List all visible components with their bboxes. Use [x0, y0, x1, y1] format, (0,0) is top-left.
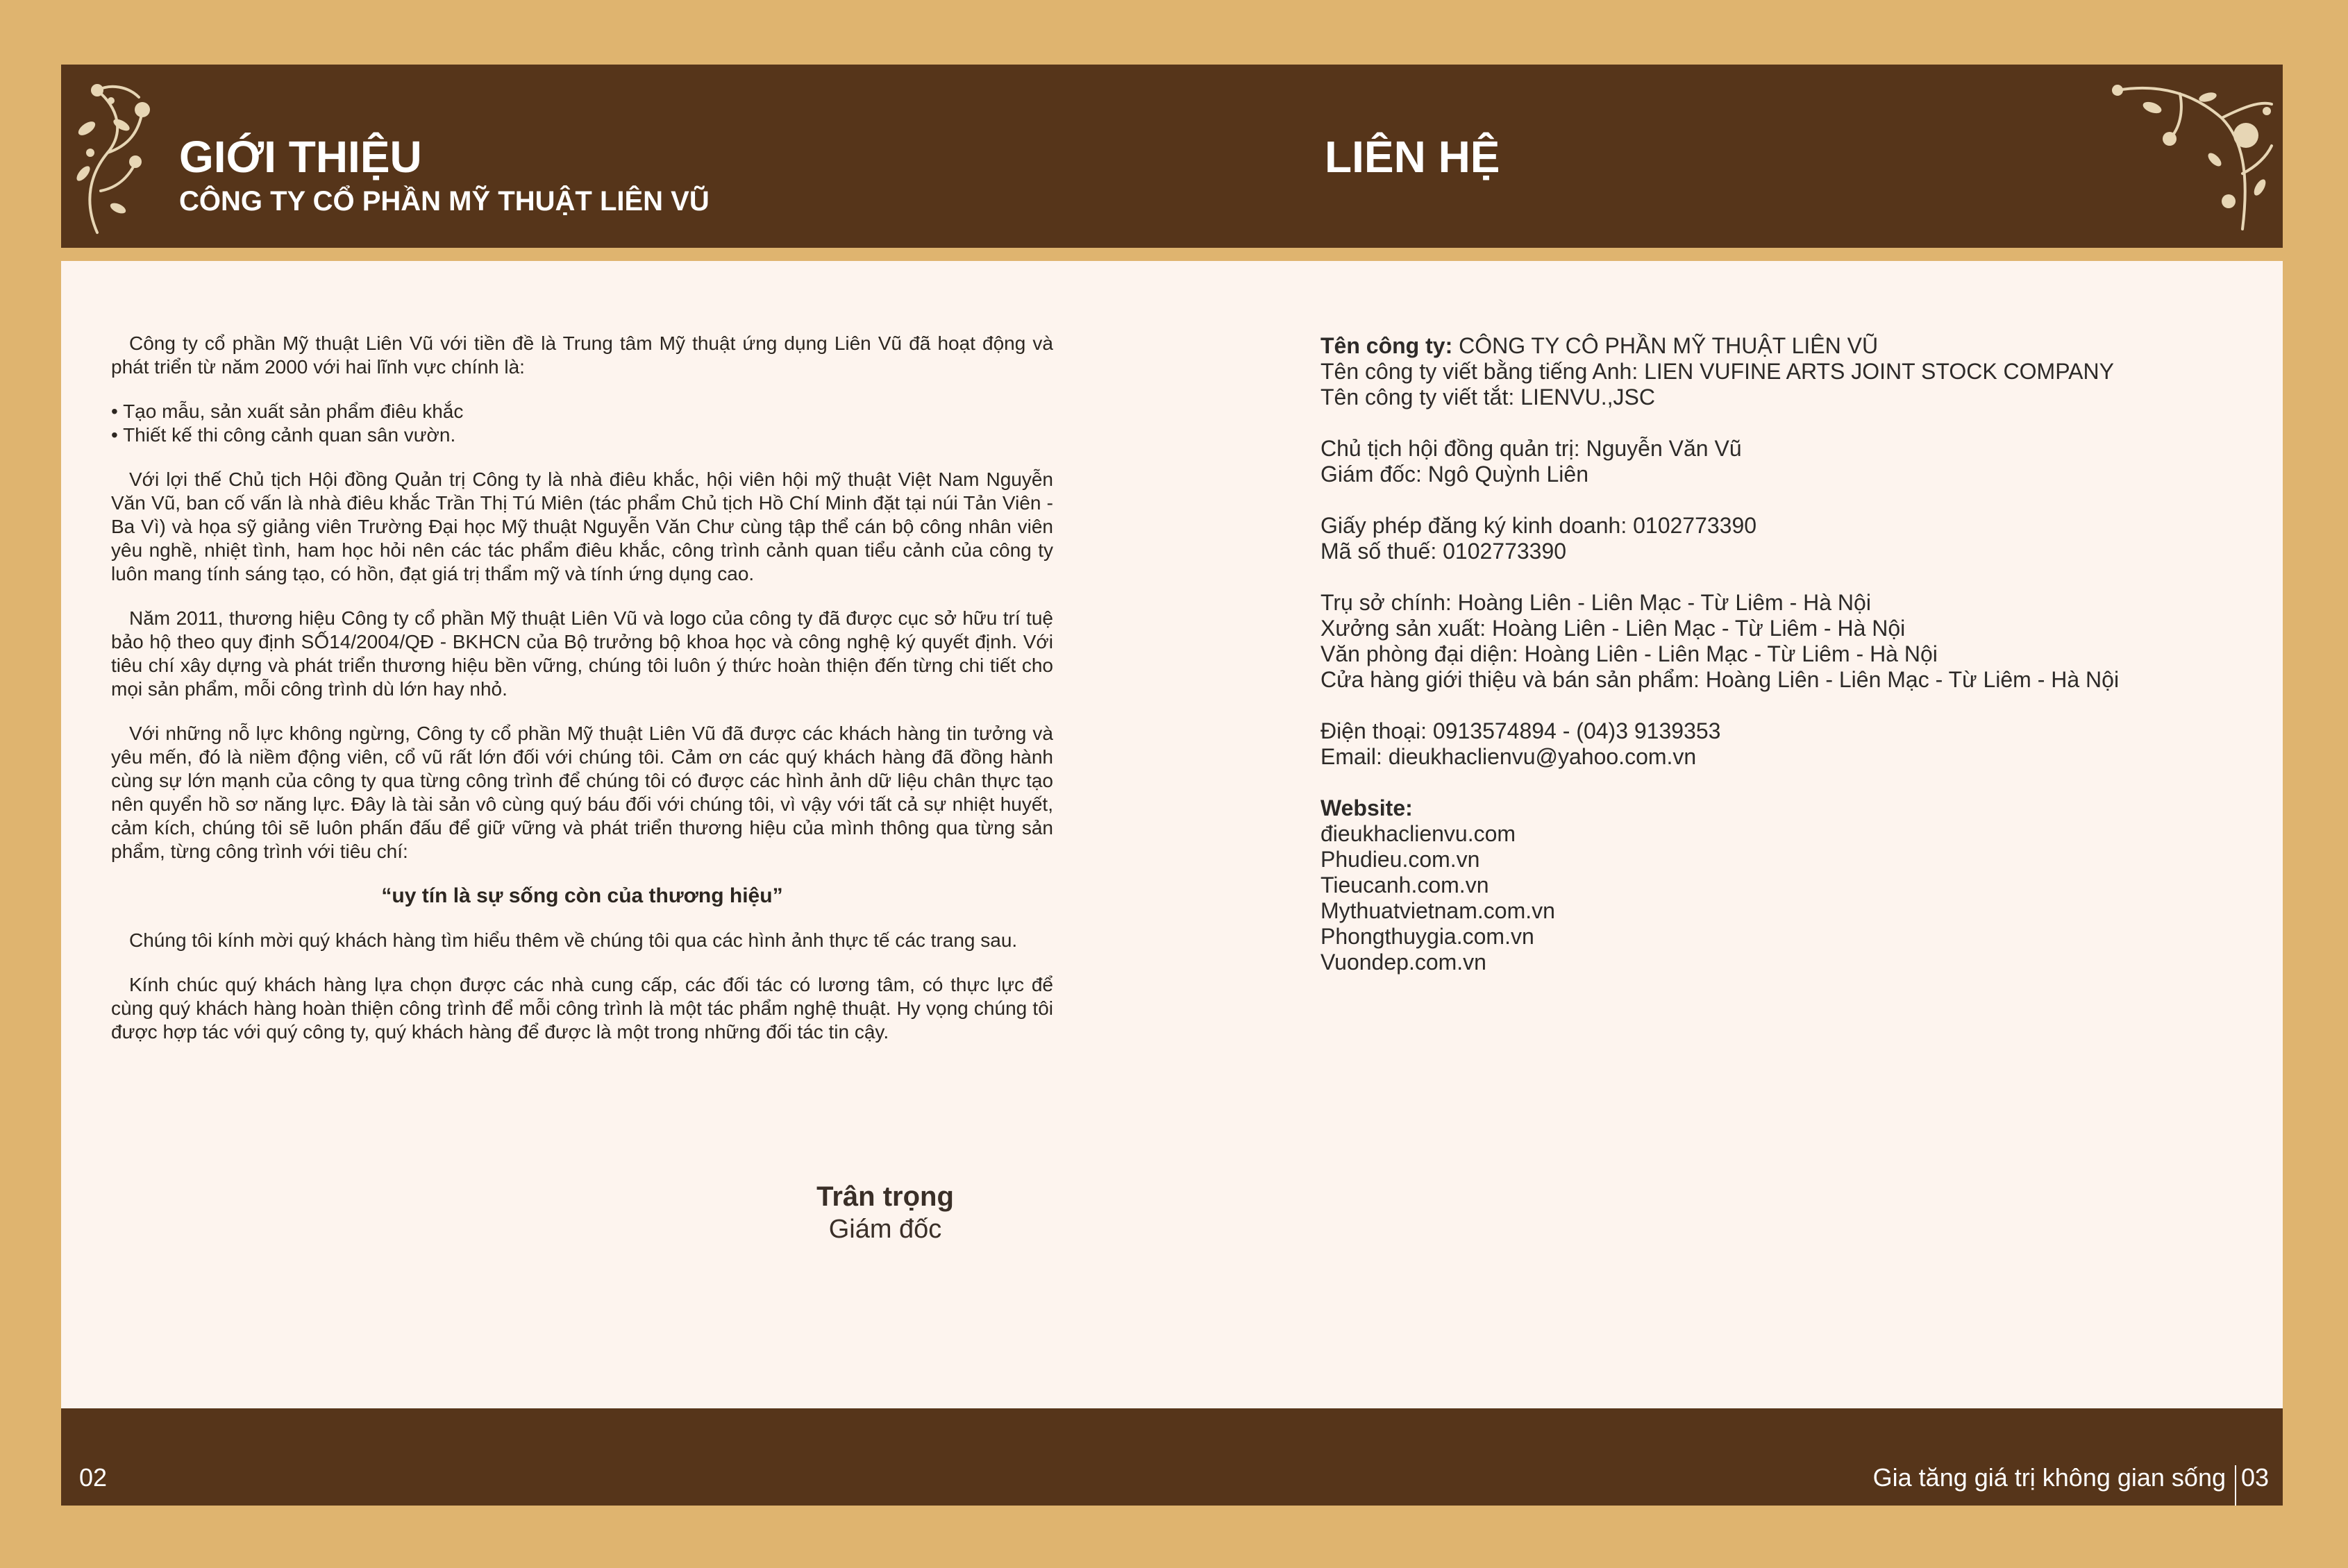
website-link[interactable]: Mythuatvietnam.com.vn [1320, 898, 1555, 923]
page-number-right: 03 [2241, 1463, 2270, 1492]
chairman-line: Chủ tịch hội đồng quản trị: Nguyễn Văn Vũ [1320, 436, 1742, 461]
management-group [1320, 436, 2265, 487]
signature-title: Giám đốc [828, 1215, 942, 1244]
office-line: Văn phòng đại diện: Hoàng Liên - Liên Mạc - Từ Liêm - Hà Nội [1320, 641, 1938, 666]
intro-paragraph-6: Kính chúc quý khách hàng lựa chọn được các nhà cung cấp, các đối tác có lương tâm, có thực lực để cùng quý khách hàng hoàn thiện công trình để mỗi công trình là một tác phẩm nghệ thuật. Hy vọng chúng tôi được hợp tác với quý công ty, quý khách hàng để được là một trong những đối tác tin cậy. [111, 974, 1053, 1043]
director-line: Giám đốc: Ngô Quỳnh Liên [1320, 462, 1588, 487]
list-item: • Thiết kế thi công cảnh quan sân vườn. [111, 424, 456, 446]
website-label: Website: [1320, 795, 1413, 820]
factory-line: Xưởng sản xuất: Hoàng Liên - Liên Mạc - Từ Liêm - Hà Nội [1320, 616, 1906, 641]
website-link[interactable]: Phudieu.com.vn [1320, 847, 1480, 872]
email-line: Email: dieukhaclienvu@yahoo.com.vn [1320, 744, 1697, 769]
signature-greeting: Trân trọng [816, 1181, 954, 1212]
intro-paragraph-3: Năm 2011, thương hiệu Công ty cổ phần Mỹ thuật Liên Vũ và logo của công ty đã được cục sở hữu trí tuệ bảo hộ theo quy định SỐ14/2004/QĐ - BKHCN của Bộ trưởng bộ khoa học và công nghệ ký quyết định. Với tiêu chí xây dựng và phát triển thương hiệu bền vững, chúng tôi luôn ý thức hoàn thiện đến từng chi tiết cho mọi sản phẩm, mỗi công trình dù lớn hay nhỏ. [111, 607, 1053, 700]
company-name-line [1320, 333, 2265, 359]
intro-paragraph-5: Chúng tôi kính mời quý khách hàng tìm hiểu thêm về chúng tôi qua các hình ảnh thực tế các trang sau. [129, 929, 1018, 951]
list-item: • Tạo mẫu, sản xuất sản phẩm điêu khắc [111, 401, 464, 422]
intro-paragraph-1: Công ty cổ phần Mỹ thuật Liên Vũ với tiền đề là Trung tâm Mỹ thuật ứng dụng Liên Vũ đã hoạt động và phát triển từ năm 2000 với hai lĩnh vực chính là: [111, 332, 1053, 378]
footer-divider [2235, 1465, 2236, 1506]
website-link[interactable]: Phongthuygia.com.vn [1320, 924, 1534, 949]
intro-paragraph-4: Với những nỗ lực không ngừng, Công ty cổ phần Mỹ thuật Liên Vũ đã được các khách hàng tin tưởng và yêu mến, đó là niềm động viên, cổ vũ rất lớn đối với chúng tôi. Cảm ơn các quý khách hàng đã đồng hành cùng sự lớn mạnh của công ty qua từng công trình để chúng tôi có được các hình ảnh dữ liệu chân thực tạo nên quyển hồ sơ năng lực. Đây là tài sản vô cùng quý báu đối với chúng tôi, vì vậy với tất cả sự nhiệt huyết, cảm kích, chúng tôi sẽ luôn phấn đấu để giữ vững và phát triển thương hiệu của mình thông qua từng sản phẩm, từng công trình với tiêu chí: [111, 723, 1053, 862]
company-name-label: Tên công ty: [1320, 333, 1453, 358]
company-info-group [1320, 333, 2265, 410]
intro-column [111, 332, 1053, 1065]
phone-line: Điện thoại: 0913574894 - (04)3 9139353 [1320, 718, 1721, 743]
signature-block [743, 1180, 1028, 1245]
headquarters-line: Trụ sở chính: Hoàng Liên - Liên Mạc - Từ Liêm - Hà Nội [1320, 590, 1871, 615]
motto-quote: “uy tín là sự sống còn của thương hiệu” [381, 884, 783, 907]
registration-group [1320, 513, 2265, 564]
company-name-value: CÔNG TY CÔ PHẦN MỸ THUẬT LIÊN VŨ [1452, 333, 1879, 358]
phone-email-group [1320, 718, 2265, 770]
company-subtitle: CÔNG TY CỔ PHẦN MỸ THUẬT LIÊN VŨ [179, 186, 710, 217]
floral-ornament-left-icon [69, 69, 167, 236]
address-group [1320, 590, 2265, 693]
footer-tagline: Gia tăng giá trị không gian sống [1872, 1463, 2226, 1492]
business-areas-list [111, 400, 1053, 447]
business-license-line: Giấy phép đăng ký kinh doanh: 0102773390 [1320, 513, 1757, 538]
website-link[interactable]: Vuondep.com.vn [1320, 950, 1486, 975]
tax-code-line: Mã số thuế: 0102773390 [1320, 539, 1567, 564]
page-title-left: GIỚI THIỆU [179, 132, 422, 182]
page-number-left: 02 [79, 1463, 108, 1492]
website-link[interactable]: đieukhaclienvu.com [1320, 821, 1516, 846]
websites-group [1320, 795, 2265, 975]
floral-ornament-right-icon [2111, 69, 2277, 236]
page-title-right: LIÊN HỆ [1325, 132, 1500, 182]
company-name-english: Tên công ty viết bằng tiếng Anh: LIEN VUFINE ARTS JOINT STOCK COMPANY [1320, 359, 2114, 384]
contact-column [1320, 333, 2265, 1001]
website-link[interactable]: Tieucanh.com.vn [1320, 872, 1489, 897]
store-line: Cửa hàng giới thiệu và bán sản phẩm: Hoàng Liên - Liên Mạc - Từ Liêm - Hà Nội [1320, 667, 2120, 692]
intro-paragraph-2: Với lợi thế Chủ tịch Hội đồng Quản trị Công ty là nhà điêu khắc, hội viên hội mỹ thuật Việt Nam Nguyễn Văn Vũ, ban cố vấn là nhà điêu khắc Trần Thị Tú Miên (tác phẩm Chủ tịch Hồ Chí Minh đặt tại núi Tản Viên - Ba Vì) và họa sỹ giảng viên Trường Đại học Mỹ thuật Nguyễn Văn Chư cùng tập thể cán bộ công nhân viên yêu nghề, nhiệt tình, ham học hỏi nên các tác phẩm điêu khắc, công trình cảnh quan tiểu cảnh của công ty luôn mang tính sáng tạo, có hồn, đạt giá trị thẩm mỹ và tính ứng dụng cao. [111, 469, 1053, 584]
company-name-short: Tên công ty viết tắt: LIENVU.,JSC [1320, 385, 1655, 410]
